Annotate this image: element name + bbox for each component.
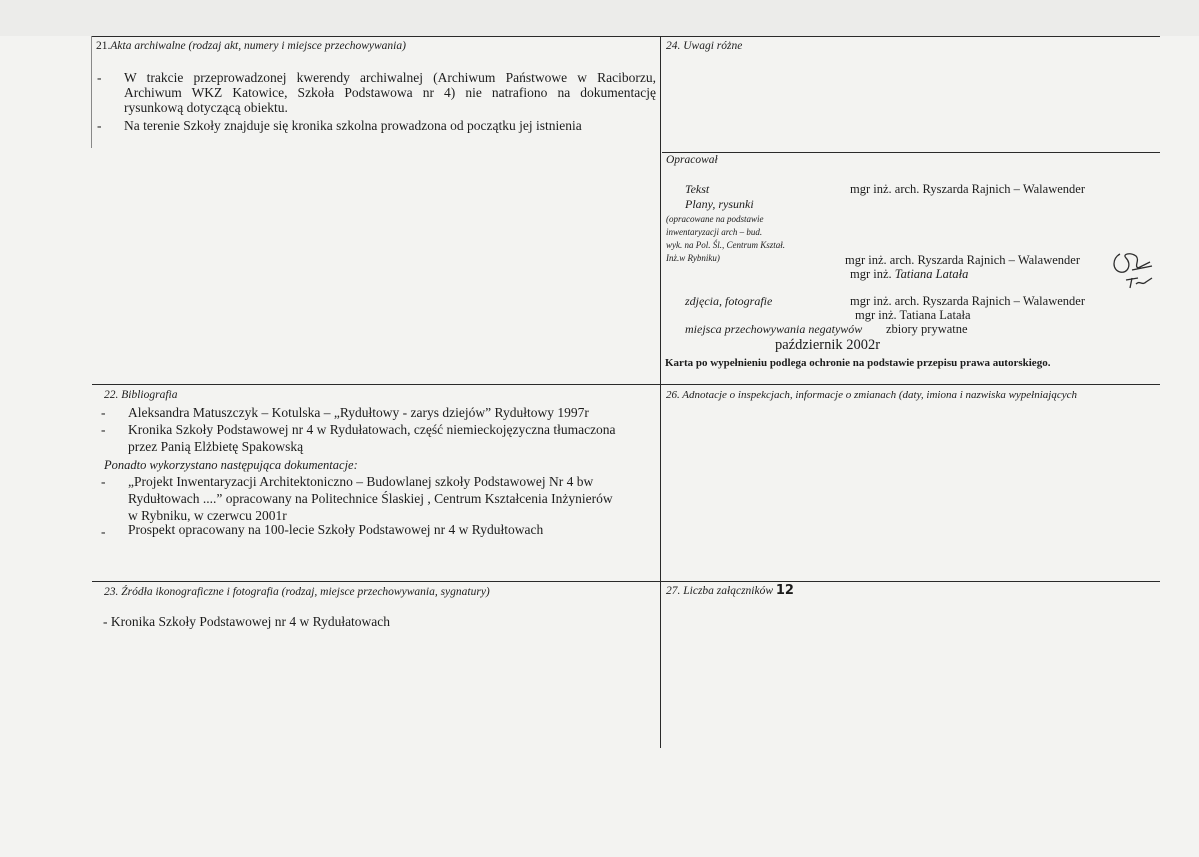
s22-extra-item-2: Prospekt opracowany na 100-lecie Szkoły Podstawowej nr 4 w Rydułtowach [128,522,544,537]
s21-item-1-line-1: W trakcie przeprowadzonej kwerendy archiwalnej (Archiwum Państwowe w Raciborzu, [124,70,656,85]
s22-item-2 [128,422,616,454]
zdjecia-author-2: mgr inż. Tatiana Latała [855,308,971,322]
s22-extra-bullet-1: - [101,474,106,489]
s21-item-1-line-2: Archiwum WKZ Katowice, Szkoła Podstawowa nr 4) nie natrafiono na dokumentację [124,85,656,100]
s22-item-2-line-1: Kronika Szkoły Podstawowej nr 4 w Rydułatowach, część niemieckojęzyczna tłumaczona [128,422,616,437]
plany-note-2: inwentaryzacji arch – bud. [666,227,763,237]
rule-opracowal [662,152,1160,153]
signature-mark [1108,248,1158,292]
s21-item-1 [124,70,656,115]
s21-item-2: Na terenie Szkoły znajduje się kronika szkolna prowadzona od początku jej istnienia [124,118,582,133]
opracowal-label: Opracował [666,154,718,166]
s21-item-1-line-3: rysunkową dotyczącą obiektu. [124,100,288,115]
s23-label: 23. Źródła ikonograficzne i fotografia (rodzaj, miejsce przechowywania, sygnatury) [104,586,490,598]
rule-left [91,36,92,148]
zdjecia-label: zdjęcia, fotografie [685,294,773,308]
plany-author-2 [850,267,968,282]
s21-bullet-1: - [97,70,102,85]
s23-item: - Kronika Szkoły Podstawowej nr 4 w Rydułatowach [103,614,391,629]
s22-item-2-line-2: przez Panią Elżbietę Spakowską [128,439,304,454]
s22-extra-item-1-line-3: w Rybniku, w czerwcu 2001r [128,508,287,523]
copyright-note: Karta po wypełnieniu podlega ochronie na podstawie przepisu prawa autorskiego. [665,357,1051,369]
s22-extra-item-1 [128,474,613,523]
s22-extra-label: Ponadto wykorzystano następująca dokumentacje: [104,458,358,472]
s22-bullet-2: - [101,422,106,437]
s27-label [666,583,794,598]
rule-center [660,36,661,748]
plany-note-1: (opracowane na podstawie [666,214,764,224]
plany-author-1: mgr inż. arch. Ryszarda Rajnich – Walawender [845,253,1080,267]
plany-author-2-prefix: mgr inż. [850,267,892,281]
s22-label: 22. Bibliografia [104,389,178,401]
s22-bullet-1: - [101,405,106,420]
plany-note-4: Inż.w Rybniku) [666,253,720,263]
s24-label: 24. Uwagi różne [666,40,743,52]
s22-extra-bullet-2: - [101,524,106,539]
rule-row2 [92,384,1160,385]
rule-row3 [92,581,1160,582]
negatywy-value: zbiory prywatne [886,322,968,336]
date: październik 2002r [775,337,881,353]
scan-top-margin [0,0,1199,36]
s22-extra-item-1-line-1: „Projekt Inwentaryzacji Architektoniczno – Budowlanej szkoły Podstawowej Nr 4 bw [128,474,594,489]
s26-label: 26. Adnotacje o inspekcjach, informacje o zmianach (daty, imiona i nazwiska wypełniających [666,389,1078,401]
tekst-author: mgr inż. arch. Ryszarda Rajnich – Walawender [850,182,1085,196]
s21-label [96,40,406,52]
tekst-label: Tekst [685,182,710,196]
s22-item-1: Aleksandra Matuszczyk – Kotulska – „Rydułtowy - zarys dziejów” Rydułtowy 1997r [128,405,589,420]
zdjecia-author-1: mgr inż. arch. Ryszarda Rajnich – Walawender [850,294,1085,308]
s21-number: 21. [96,40,111,52]
plany-author-2-name: Tatiana Latała [894,267,969,281]
plany-note-3: wyk. na Pol. Śl., Centrum Kształ. [666,240,785,250]
s27-title: 27. Liczba załączników [666,585,774,597]
s21-bullet-2: - [97,118,102,133]
s21-title: Akta archiwalne (rodzaj akt, numery i miejsce przechowywania) [110,40,406,52]
plany-label: Plany, rysunki [685,197,754,211]
negatywy-label: miejsca przechowywania negatywów [685,322,863,336]
s22-extra-item-1-line-2: Rydułtowach ....” opracowany na Politechnice Ślaskiej , Centrum Kształcenia Inżynierów [128,491,613,506]
rule-top [92,36,1160,37]
s27-count: 12 [775,583,794,598]
